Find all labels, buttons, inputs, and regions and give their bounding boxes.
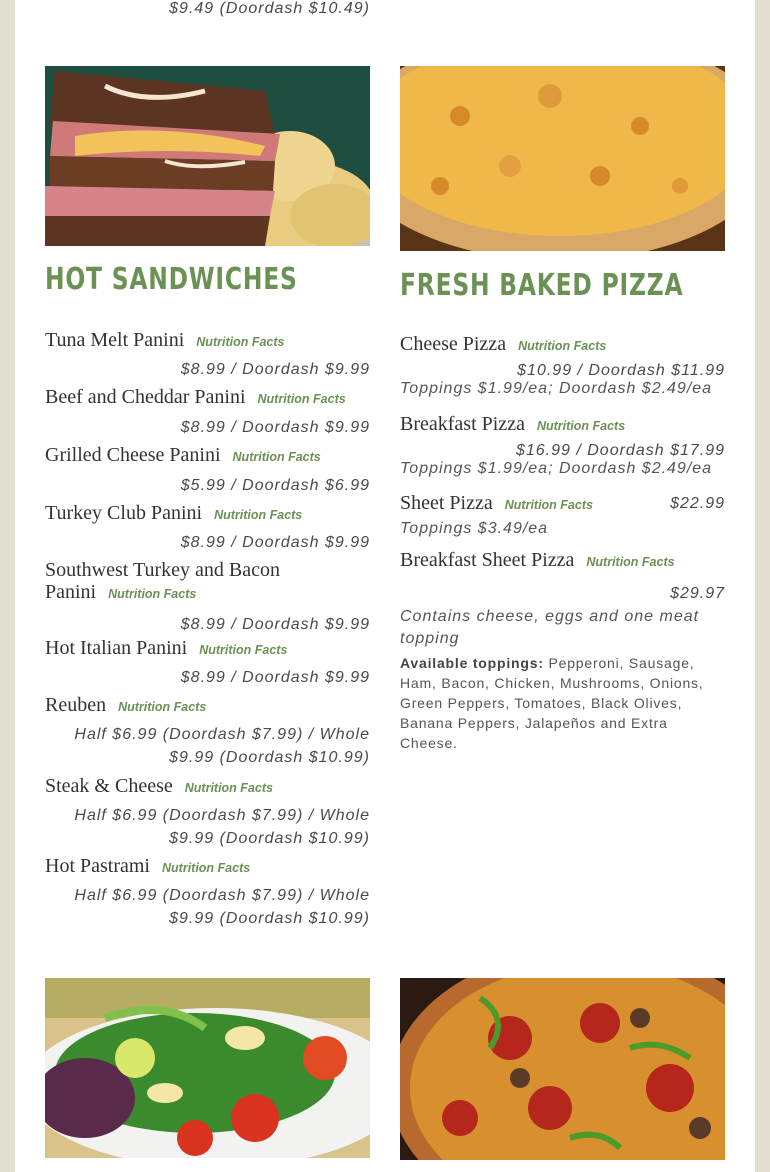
item-price: $8.99 / Doordash $9.99 (180, 534, 370, 551)
item-name: Reuben (45, 694, 107, 716)
nutrition-facts-link[interactable]: Nutrition Facts (162, 861, 251, 875)
hot-sandwiches-heading: HOT SANDWICHES (45, 262, 298, 297)
item-price: $29.97 (670, 585, 725, 602)
item-name: Breakfast Pizza (400, 413, 525, 435)
available-toppings (400, 653, 720, 753)
nutrition-facts-link[interactable]: Nutrition Facts (518, 339, 607, 353)
item-name: Sheet Pizza (400, 492, 493, 514)
cheese-pizza-photo (400, 66, 725, 251)
item-price: $8.99 / Doordash $9.99 (180, 361, 370, 378)
nutrition-facts-link[interactable]: Nutrition Facts (108, 587, 197, 601)
nutrition-facts-link[interactable]: Nutrition Facts (214, 508, 303, 522)
item-note: Contains cheese, eggs and one meat topping (400, 608, 700, 647)
item-price: Half $6.99 (Doordash $7.99) / Whole $9.99 (Doordash $10.99) (74, 887, 370, 927)
nutrition-facts-link[interactable]: Nutrition Facts (196, 335, 285, 349)
salad-photo (45, 978, 370, 1158)
available-toppings-label: Available toppings: (400, 655, 544, 671)
nutrition-facts-link[interactable]: Nutrition Facts (118, 700, 207, 714)
item-note: Toppings $3.49/ea (400, 520, 549, 537)
item-name: Beef and Cheddar Panini (45, 386, 246, 408)
item-name: Hot Pastrami (45, 855, 150, 877)
item-price: $22.99 (670, 495, 725, 512)
sandwich-photo (45, 66, 370, 246)
menu-item (45, 444, 370, 497)
nutrition-facts-link[interactable]: Nutrition Facts (257, 392, 346, 406)
nutrition-facts-link[interactable]: Nutrition Facts (184, 781, 273, 795)
fresh-baked-pizza-heading: FRESH BAKED PIZZA (400, 268, 684, 303)
menu-item (45, 560, 370, 636)
item-price: $8.99 / Doordash $9.99 (180, 419, 370, 436)
item-name: Tuna Melt Panini (45, 329, 185, 351)
item-note: Toppings $1.99/ea; Doordash $2.49/ea (400, 380, 713, 397)
item-price: Half $6.99 (Doordash $7.99) / Whole $9.99 (Doordash $10.99) (74, 726, 370, 766)
menu-item (45, 502, 370, 554)
item-name: Turkey Club Panini (45, 502, 203, 524)
previous-item-price: $9.49 (Doordash $10.49) (169, 0, 370, 17)
item-note: Toppings $1.99/ea; Doordash $2.49/ea (400, 460, 713, 477)
nutrition-facts-link[interactable]: Nutrition Facts (536, 419, 626, 433)
menu-item (45, 775, 370, 850)
menu-item (400, 333, 725, 398)
item-name: Breakfast Sheet Pizza (400, 549, 575, 571)
nutrition-facts-link[interactable]: Nutrition Facts (232, 450, 321, 464)
item-price: $10.99 / Doordash $11.99 (517, 362, 725, 379)
item-name: Hot Italian Panini (45, 637, 188, 659)
nutrition-facts-link[interactable]: Nutrition Facts (199, 643, 288, 657)
menu-item (400, 492, 725, 539)
item-name: Steak & Cheese (45, 775, 173, 797)
nutrition-facts-link[interactable]: Nutrition Facts (504, 498, 593, 512)
item-name: Southwest Turkey and Bacon Panini (45, 559, 280, 603)
item-price: $8.99 / Doordash $9.99 (180, 616, 370, 633)
specialty-pizza-photo (400, 978, 725, 1160)
available-toppings-list: Pepperoni, Sausage, Ham, Bacon, Chicken, Mushrooms, Onions, Green Peppers, Tomatoes, Black Olives, Banana Peppers, Jalapeños and Extra Cheese. (400, 655, 704, 751)
item-name: Grilled Cheese Panini (45, 444, 221, 466)
menu-page (15, 0, 755, 1172)
menu-item (45, 386, 370, 439)
menu-item (45, 855, 370, 930)
item-price: $5.99 / Doordash $6.99 (180, 477, 370, 494)
item-price: $8.99 / Doordash $9.99 (180, 669, 370, 686)
menu-item (45, 637, 370, 689)
menu-item (400, 413, 725, 478)
item-price: $16.99 / Doordash $17.99 (515, 442, 725, 459)
menu-item (400, 549, 725, 650)
item-price: Half $6.99 (Doordash $7.99) / Whole $9.99 (Doordash $10.99) (74, 807, 370, 847)
item-name: Cheese Pizza (400, 333, 507, 355)
nutrition-facts-link[interactable]: Nutrition Facts (586, 555, 675, 569)
menu-item (45, 694, 370, 769)
menu-item (45, 329, 370, 381)
